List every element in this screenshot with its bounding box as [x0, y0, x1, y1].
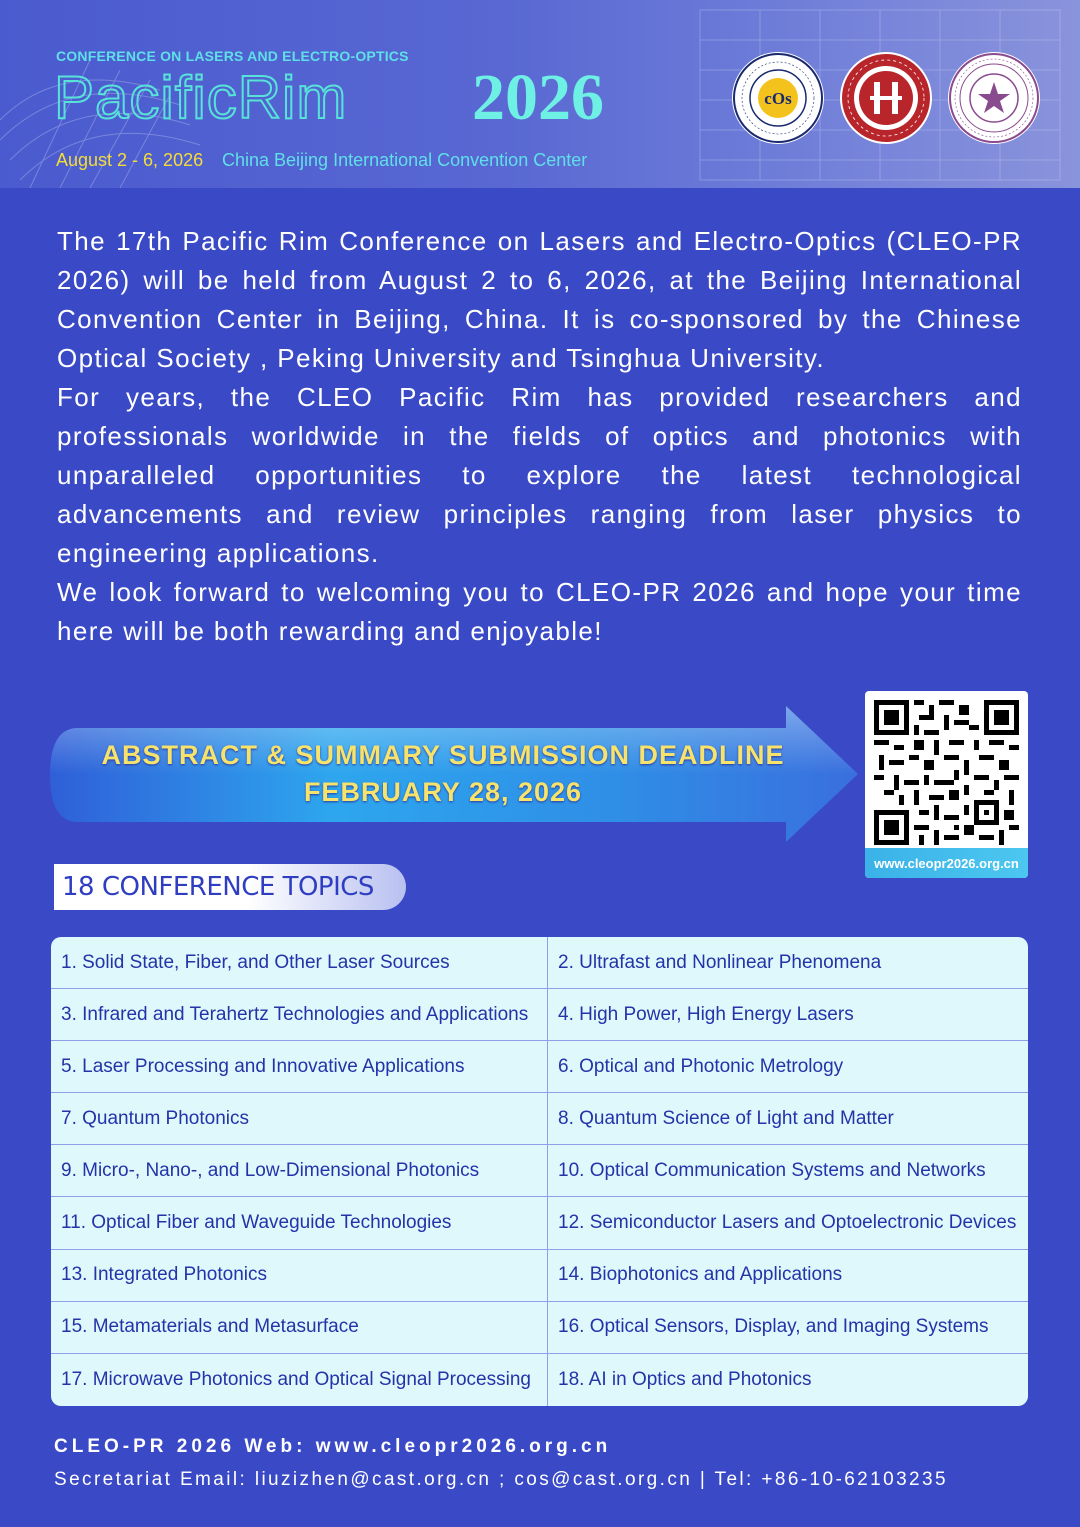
topic-cell: 3. Infrared and Terahertz Technologies and Applications: [51, 989, 548, 1040]
topic-cell: 9. Micro-, Nano-, and Low-Dimensional Photonics: [51, 1145, 548, 1196]
deadline-title: ABSTRACT & SUMMARY SUBMISSION DEADLINE: [101, 740, 785, 770]
conference-venue: China Beijing International Convention Center: [222, 150, 588, 170]
qr-caption-url[interactable]: www.cleopr2026.org.cn: [865, 848, 1028, 878]
table-row: [51, 1354, 1028, 1406]
topic-cell: 15. Metamaterials and Metasurface: [51, 1302, 548, 1353]
footer-contact: Secretariat Email: liuzizhen@cast.org.cn ; cos@cast.org.cn | Tel: +86-10-62103235: [54, 1469, 948, 1490]
topics-heading: 18 CONFERENCE TOPICS: [54, 864, 406, 910]
intro-paragraph: The 17th Pacific Rim Conference on Lasers and Electro-Optics (CLEO-PR 2026) will be held from August 2 to 6, 2026, at the Beijing International Convention Center in Beijing, China. It is co-sponsored by the Chinese Optical Society , Peking University and Tsinghua University.: [57, 226, 1022, 373]
brand-year: 2026: [472, 61, 604, 134]
topic-cell: 16. Optical Sensors, Display, and Imaging Systems: [558, 1316, 989, 1338]
topic-cell: 2. Ultrafast and Nonlinear Phenomena: [558, 951, 882, 973]
topics-table: [51, 937, 1028, 1406]
topic-cell: 10. Optical Communication Systems and Networks: [558, 1159, 986, 1181]
qr-code-card[interactable]: [865, 691, 1028, 878]
table-row: [51, 1145, 1028, 1197]
deadline-date: FEBRUARY 28, 2026: [303, 777, 583, 807]
topic-cell: 11. Optical Fiber and Waveguide Technologies: [51, 1197, 548, 1248]
intro-paragraph: We look forward to welcoming you to CLEO-PR 2026 and hope your time here will be both rewarding and enjoyable!: [57, 577, 1022, 646]
table-row: [51, 937, 1028, 989]
table-row: [51, 1093, 1028, 1145]
intro-paragraph: For years, the CLEO Pacific Rim has provided researchers and professionals worldwide in the fields of optics and photonics with unparalleled opportunities to explore the latest technological advancements and review principles ranging from laser physics to engineering applications.: [57, 382, 1022, 568]
brand-title: PacificRim: [54, 64, 348, 131]
topic-cell: 4. High Power, High Energy Lasers: [558, 1003, 854, 1025]
topic-cell: 5. Laser Processing and Innovative Applications: [51, 1041, 548, 1092]
table-row: [51, 989, 1028, 1041]
intro-text: [57, 222, 1022, 651]
topic-cell: 1. Solid State, Fiber, and Other Laser Sources: [51, 937, 548, 988]
qr-code-icon: [874, 700, 1019, 845]
deadline-arrow-banner: [48, 704, 860, 844]
table-row: [51, 1041, 1028, 1093]
footer-web: CLEO-PR 2026 Web: www.cleopr2026.org.cn: [54, 1436, 612, 1457]
chinese-optical-society-logo: [732, 52, 824, 144]
table-row: [51, 1197, 1028, 1249]
topic-cell: 7. Quantum Photonics: [51, 1093, 548, 1144]
topic-cell: 13. Integrated Photonics: [51, 1250, 548, 1301]
header-banner: [0, 0, 1080, 188]
tsinghua-university-logo: [948, 52, 1040, 144]
peking-university-logo: [840, 52, 932, 144]
topic-cell: 8. Quantum Science of Light and Matter: [558, 1107, 894, 1129]
svg-text:cOs: cOs: [764, 89, 792, 108]
table-row: [51, 1302, 1028, 1354]
topic-cell: 17. Microwave Photonics and Optical Signal Processing: [51, 1354, 548, 1406]
conference-subtitle: CONFERENCE ON LASERS AND ELECTRO-OPTICS: [56, 48, 409, 64]
table-row: [51, 1250, 1028, 1302]
topic-cell: 6. Optical and Photonic Metrology: [558, 1055, 844, 1077]
topic-cell: 14. Biophotonics and Applications: [558, 1264, 843, 1286]
conference-dates: August 2 - 6, 2026: [56, 150, 204, 170]
topic-cell: 12. Semiconductor Lasers and Optoelectronic Devices: [558, 1212, 1017, 1234]
topic-cell: 18. AI in Optics and Photonics: [558, 1368, 812, 1390]
